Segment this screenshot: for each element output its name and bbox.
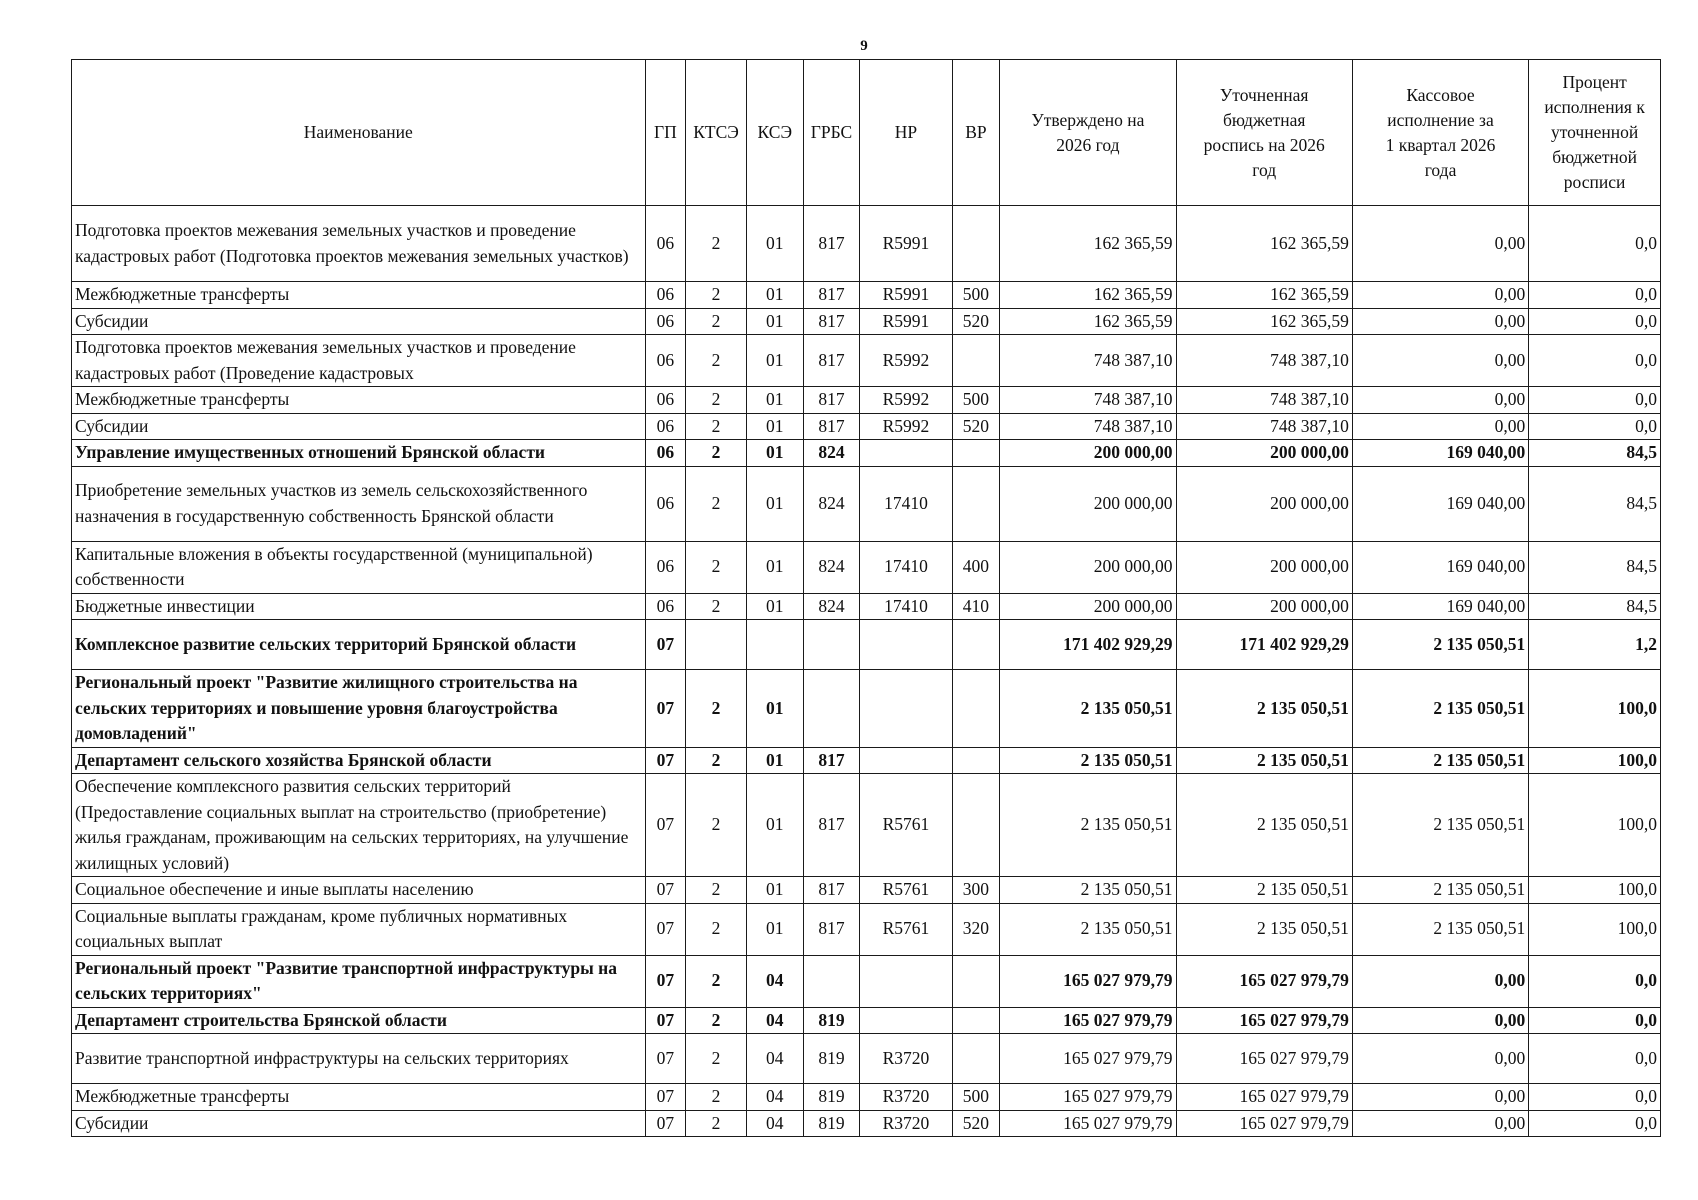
cell-cash: 2 135 050,51 — [1352, 903, 1528, 955]
cell-nr — [860, 670, 952, 748]
table-row — [72, 541, 1661, 593]
cell-vr — [952, 1034, 1000, 1084]
cell-kse: 01 — [746, 774, 803, 877]
table-row — [72, 1007, 1661, 1034]
cell-vr — [952, 955, 1000, 1007]
cell-gp: 06 — [645, 466, 686, 541]
cell-nr: 17410 — [860, 541, 952, 593]
cell-nr — [860, 747, 952, 774]
cell-kse: 01 — [746, 593, 803, 620]
cell-ktse: 2 — [686, 413, 747, 440]
cell-vr: 520 — [952, 413, 1000, 440]
cell-approved: 165 027 979,79 — [1000, 1034, 1176, 1084]
header-vr: ВР — [952, 60, 1000, 206]
cell-grbs: 817 — [803, 335, 860, 387]
cell-name: Развитие транспортной инфраструктуры на сельских территориях — [72, 1034, 646, 1084]
cell-approved: 162 365,59 — [1000, 282, 1176, 309]
table-row — [72, 747, 1661, 774]
table-row — [72, 593, 1661, 620]
cell-kse: 01 — [746, 413, 803, 440]
cell-grbs: 824 — [803, 541, 860, 593]
cell-nr: R5992 — [860, 335, 952, 387]
cell-name: Социальное обеспечение и иные выплаты населению — [72, 877, 646, 904]
cell-name: Субсидии — [72, 1110, 646, 1137]
cell-name: Социальные выплаты гражданам, кроме публичных нормативных социальных выплат — [72, 903, 646, 955]
cell-refined: 171 402 929,29 — [1176, 620, 1352, 670]
cell-cash: 0,00 — [1352, 206, 1528, 282]
cell-approved: 2 135 050,51 — [1000, 747, 1176, 774]
cell-vr — [952, 440, 1000, 467]
cell-name: Субсидии — [72, 308, 646, 335]
cell-vr: 400 — [952, 541, 1000, 593]
cell-ktse: 2 — [686, 1084, 747, 1111]
cell-ktse: 2 — [686, 282, 747, 309]
cell-cash: 169 040,00 — [1352, 466, 1528, 541]
cell-percent: 100,0 — [1529, 747, 1661, 774]
cell-grbs: 817 — [803, 387, 860, 414]
cell-ktse: 2 — [686, 747, 747, 774]
cell-approved: 165 027 979,79 — [1000, 1007, 1176, 1034]
cell-percent: 84,5 — [1529, 541, 1661, 593]
cell-refined: 165 027 979,79 — [1176, 955, 1352, 1007]
cell-cash: 2 135 050,51 — [1352, 670, 1528, 748]
table-row — [72, 877, 1661, 904]
table-row — [72, 335, 1661, 387]
cell-vr — [952, 466, 1000, 541]
cell-refined: 200 000,00 — [1176, 541, 1352, 593]
cell-nr — [860, 620, 952, 670]
cell-grbs — [803, 955, 860, 1007]
cell-gp: 07 — [645, 670, 686, 748]
cell-kse: 04 — [746, 1034, 803, 1084]
cell-percent: 0,0 — [1529, 206, 1661, 282]
cell-grbs: 817 — [803, 308, 860, 335]
cell-gp: 06 — [645, 541, 686, 593]
cell-kse: 01 — [746, 670, 803, 748]
table-row — [72, 387, 1661, 414]
cell-nr: R5992 — [860, 413, 952, 440]
cell-refined: 748 387,10 — [1176, 413, 1352, 440]
cell-approved: 2 135 050,51 — [1000, 670, 1176, 748]
header-name: Наименование — [72, 60, 646, 206]
cell-cash: 2 135 050,51 — [1352, 877, 1528, 904]
cell-ktse: 2 — [686, 903, 747, 955]
cell-refined: 165 027 979,79 — [1176, 1007, 1352, 1034]
cell-grbs: 817 — [803, 282, 860, 309]
cell-gp: 06 — [645, 282, 686, 309]
header-grbs: ГРБС — [803, 60, 860, 206]
budget-table — [71, 59, 1661, 1137]
cell-percent: 0,0 — [1529, 308, 1661, 335]
cell-gp: 06 — [645, 308, 686, 335]
cell-vr: 520 — [952, 308, 1000, 335]
cell-grbs: 817 — [803, 877, 860, 904]
cell-kse: 04 — [746, 955, 803, 1007]
cell-vr: 500 — [952, 282, 1000, 309]
cell-kse: 04 — [746, 1007, 803, 1034]
cell-cash: 0,00 — [1352, 1007, 1528, 1034]
cell-refined: 2 135 050,51 — [1176, 877, 1352, 904]
cell-cash: 2 135 050,51 — [1352, 747, 1528, 774]
cell-grbs: 817 — [803, 747, 860, 774]
cell-refined: 165 027 979,79 — [1176, 1084, 1352, 1111]
header-nr: НР — [860, 60, 952, 206]
cell-kse: 01 — [746, 466, 803, 541]
cell-gp: 07 — [645, 774, 686, 877]
cell-gp: 06 — [645, 335, 686, 387]
table-row — [72, 282, 1661, 309]
cell-percent: 84,5 — [1529, 466, 1661, 541]
cell-refined: 162 365,59 — [1176, 308, 1352, 335]
cell-ktse: 2 — [686, 774, 747, 877]
cell-name: Приобретение земельных участков из земель сельскохозяйственного назначения в государственную собственность Брянской области — [72, 466, 646, 541]
cell-percent: 84,5 — [1529, 440, 1661, 467]
cell-nr: R3720 — [860, 1084, 952, 1111]
cell-ktse: 2 — [686, 1034, 747, 1084]
cell-name: Капитальные вложения в объекты государственной (муниципальной) собственности — [72, 541, 646, 593]
cell-refined: 2 135 050,51 — [1176, 903, 1352, 955]
cell-vr — [952, 670, 1000, 748]
cell-kse — [746, 620, 803, 670]
page-number: 9 — [860, 38, 868, 54]
cell-gp: 06 — [645, 387, 686, 414]
cell-name: Межбюджетные трансферты — [72, 1084, 646, 1111]
cell-grbs: 824 — [803, 466, 860, 541]
cell-nr: R3720 — [860, 1110, 952, 1137]
cell-percent: 0,0 — [1529, 955, 1661, 1007]
cell-approved: 200 000,00 — [1000, 440, 1176, 467]
cell-approved: 171 402 929,29 — [1000, 620, 1176, 670]
cell-name: Подготовка проектов межевания земельных участков и проведение кадастровых работ (Проведение кадастровых — [72, 335, 646, 387]
cell-grbs: 817 — [803, 206, 860, 282]
cell-gp: 07 — [645, 747, 686, 774]
cell-refined: 162 365,59 — [1176, 282, 1352, 309]
cell-percent: 0,0 — [1529, 413, 1661, 440]
cell-nr — [860, 955, 952, 1007]
cell-approved: 2 135 050,51 — [1000, 774, 1176, 877]
cell-ktse: 2 — [686, 335, 747, 387]
cell-approved: 2 135 050,51 — [1000, 877, 1176, 904]
cell-gp: 07 — [645, 877, 686, 904]
cell-kse: 01 — [746, 541, 803, 593]
cell-refined: 165 027 979,79 — [1176, 1110, 1352, 1137]
header-cash: Кассовое исполнение за 1 квартал 2026 года — [1352, 60, 1528, 206]
cell-approved: 165 027 979,79 — [1000, 1084, 1176, 1111]
cell-cash: 0,00 — [1352, 1084, 1528, 1111]
cell-gp: 06 — [645, 413, 686, 440]
cell-nr: R3720 — [860, 1034, 952, 1084]
cell-approved: 165 027 979,79 — [1000, 955, 1176, 1007]
cell-vr: 320 — [952, 903, 1000, 955]
table-row — [72, 774, 1661, 877]
cell-cash: 2 135 050,51 — [1352, 620, 1528, 670]
cell-ktse: 2 — [686, 440, 747, 467]
cell-vr — [952, 747, 1000, 774]
header-row — [72, 60, 1661, 206]
cell-vr: 520 — [952, 1110, 1000, 1137]
cell-ktse: 2 — [686, 1110, 747, 1137]
cell-approved: 200 000,00 — [1000, 541, 1176, 593]
cell-gp: 07 — [645, 903, 686, 955]
cell-nr — [860, 440, 952, 467]
cell-gp: 06 — [645, 593, 686, 620]
cell-gp: 06 — [645, 206, 686, 282]
table-row — [72, 1110, 1661, 1137]
cell-ktse: 2 — [686, 955, 747, 1007]
cell-percent: 100,0 — [1529, 877, 1661, 904]
cell-cash: 0,00 — [1352, 1110, 1528, 1137]
cell-nr: R5991 — [860, 206, 952, 282]
cell-name: Бюджетные инвестиции — [72, 593, 646, 620]
cell-refined: 200 000,00 — [1176, 440, 1352, 467]
cell-approved: 748 387,10 — [1000, 387, 1176, 414]
cell-refined: 748 387,10 — [1176, 335, 1352, 387]
cell-nr — [860, 1007, 952, 1034]
cell-percent: 100,0 — [1529, 670, 1661, 748]
cell-nr: R5992 — [860, 387, 952, 414]
cell-kse: 01 — [746, 335, 803, 387]
cell-approved: 200 000,00 — [1000, 466, 1176, 541]
cell-kse: 01 — [746, 387, 803, 414]
cell-kse: 01 — [746, 877, 803, 904]
cell-grbs: 817 — [803, 774, 860, 877]
table-row — [72, 1034, 1661, 1084]
cell-refined: 2 135 050,51 — [1176, 774, 1352, 877]
cell-nr: R5761 — [860, 903, 952, 955]
cell-percent: 0,0 — [1529, 1034, 1661, 1084]
cell-ktse — [686, 620, 747, 670]
header-approved: Утверждено на 2026 год — [1000, 60, 1176, 206]
cell-grbs — [803, 670, 860, 748]
table-row — [72, 670, 1661, 748]
cell-vr — [952, 1007, 1000, 1034]
cell-percent: 0,0 — [1529, 387, 1661, 414]
header-ktse: КТСЭ — [686, 60, 747, 206]
cell-percent: 0,0 — [1529, 1007, 1661, 1034]
cell-percent: 0,0 — [1529, 282, 1661, 309]
cell-percent: 0,0 — [1529, 1084, 1661, 1111]
table-row — [72, 308, 1661, 335]
cell-vr: 500 — [952, 387, 1000, 414]
cell-cash: 169 040,00 — [1352, 541, 1528, 593]
cell-cash: 0,00 — [1352, 955, 1528, 1007]
cell-kse: 01 — [746, 440, 803, 467]
header-kse: КСЭ — [746, 60, 803, 206]
table-row — [72, 413, 1661, 440]
cell-refined: 2 135 050,51 — [1176, 747, 1352, 774]
cell-gp: 07 — [645, 1034, 686, 1084]
cell-cash: 0,00 — [1352, 335, 1528, 387]
cell-nr: R5991 — [860, 282, 952, 309]
cell-percent: 84,5 — [1529, 593, 1661, 620]
cell-vr: 500 — [952, 1084, 1000, 1111]
cell-refined: 200 000,00 — [1176, 593, 1352, 620]
cell-gp: 07 — [645, 1084, 686, 1111]
cell-kse: 01 — [746, 747, 803, 774]
cell-percent: 0,0 — [1529, 335, 1661, 387]
cell-approved: 200 000,00 — [1000, 593, 1176, 620]
cell-gp: 07 — [645, 1110, 686, 1137]
cell-ktse: 2 — [686, 877, 747, 904]
header-refined: Уточненная бюджетная роспись на 2026 год — [1176, 60, 1352, 206]
cell-approved: 165 027 979,79 — [1000, 1110, 1176, 1137]
cell-cash: 0,00 — [1352, 413, 1528, 440]
cell-grbs: 819 — [803, 1110, 860, 1137]
cell-grbs: 817 — [803, 413, 860, 440]
table-body — [72, 206, 1661, 1137]
cell-vr — [952, 335, 1000, 387]
cell-refined: 2 135 050,51 — [1176, 670, 1352, 748]
cell-percent: 0,0 — [1529, 1110, 1661, 1137]
cell-kse: 04 — [746, 1084, 803, 1111]
cell-ktse: 2 — [686, 387, 747, 414]
cell-refined: 748 387,10 — [1176, 387, 1352, 414]
cell-name: Региональный проект "Развитие транспортной инфраструктуры на сельских территориях" — [72, 955, 646, 1007]
cell-nr: 17410 — [860, 466, 952, 541]
cell-approved: 162 365,59 — [1000, 206, 1176, 282]
table-row — [72, 955, 1661, 1007]
cell-ktse: 2 — [686, 466, 747, 541]
cell-ktse: 2 — [686, 308, 747, 335]
table-row — [72, 440, 1661, 467]
cell-nr: 17410 — [860, 593, 952, 620]
cell-approved: 162 365,59 — [1000, 308, 1176, 335]
cell-cash: 0,00 — [1352, 308, 1528, 335]
cell-kse: 01 — [746, 282, 803, 309]
table-row — [72, 620, 1661, 670]
cell-vr — [952, 206, 1000, 282]
cell-gp: 07 — [645, 1007, 686, 1034]
cell-name: Региональный проект "Развитие жилищного строительства на сельских территориях и повышение уровня благоустройства домовладений" — [72, 670, 646, 748]
table-row — [72, 206, 1661, 282]
cell-cash: 0,00 — [1352, 387, 1528, 414]
cell-ktse: 2 — [686, 541, 747, 593]
cell-approved: 2 135 050,51 — [1000, 903, 1176, 955]
cell-name: Департамент сельского хозяйства Брянской области — [72, 747, 646, 774]
cell-ktse: 2 — [686, 670, 747, 748]
cell-name: Департамент строительства Брянской области — [72, 1007, 646, 1034]
cell-name: Комплексное развитие сельских территорий Брянской области — [72, 620, 646, 670]
cell-ktse: 2 — [686, 206, 747, 282]
cell-grbs: 819 — [803, 1007, 860, 1034]
cell-cash: 169 040,00 — [1352, 593, 1528, 620]
cell-cash: 2 135 050,51 — [1352, 774, 1528, 877]
cell-vr: 410 — [952, 593, 1000, 620]
cell-cash: 169 040,00 — [1352, 440, 1528, 467]
header-gp: ГП — [645, 60, 686, 206]
cell-name: Межбюджетные трансферты — [72, 387, 646, 414]
cell-kse: 01 — [746, 903, 803, 955]
cell-vr: 300 — [952, 877, 1000, 904]
cell-nr: R5761 — [860, 877, 952, 904]
cell-nr: R5991 — [860, 308, 952, 335]
cell-grbs: 817 — [803, 903, 860, 955]
cell-grbs: 819 — [803, 1084, 860, 1111]
cell-vr — [952, 774, 1000, 877]
cell-kse: 01 — [746, 206, 803, 282]
cell-grbs — [803, 620, 860, 670]
cell-cash: 0,00 — [1352, 282, 1528, 309]
cell-name: Межбюджетные трансферты — [72, 282, 646, 309]
cell-nr: R5761 — [860, 774, 952, 877]
cell-refined: 165 027 979,79 — [1176, 1034, 1352, 1084]
cell-percent: 100,0 — [1529, 903, 1661, 955]
cell-refined: 200 000,00 — [1176, 466, 1352, 541]
cell-ktse: 2 — [686, 593, 747, 620]
cell-name: Подготовка проектов межевания земельных участков и проведение кадастровых работ (Подготовка проектов межевания земельных участков) — [72, 206, 646, 282]
cell-ktse: 2 — [686, 1007, 747, 1034]
cell-grbs: 824 — [803, 593, 860, 620]
cell-kse: 01 — [746, 308, 803, 335]
table-row — [72, 466, 1661, 541]
cell-percent: 1,2 — [1529, 620, 1661, 670]
cell-approved: 748 387,10 — [1000, 335, 1176, 387]
cell-kse: 04 — [746, 1110, 803, 1137]
cell-grbs: 824 — [803, 440, 860, 467]
cell-gp: 07 — [645, 955, 686, 1007]
table-row — [72, 903, 1661, 955]
cell-cash: 0,00 — [1352, 1034, 1528, 1084]
cell-approved: 748 387,10 — [1000, 413, 1176, 440]
cell-gp: 07 — [645, 620, 686, 670]
cell-name: Субсидии — [72, 413, 646, 440]
cell-name: Управление имущественных отношений Брянской области — [72, 440, 646, 467]
cell-name: Обеспечение комплексного развития сельских территорий (Предоставление социальных выплат на строительство (приобретение) жилья гражданам, проживающим на сельских территориях, на улучшение жилищных условий) — [72, 774, 646, 877]
cell-vr — [952, 620, 1000, 670]
cell-gp: 06 — [645, 440, 686, 467]
cell-percent: 100,0 — [1529, 774, 1661, 877]
table-row — [72, 1084, 1661, 1111]
cell-grbs: 819 — [803, 1034, 860, 1084]
cell-refined: 162 365,59 — [1176, 206, 1352, 282]
header-percent: Процент исполнения к уточненной бюджетной росписи — [1529, 60, 1661, 206]
